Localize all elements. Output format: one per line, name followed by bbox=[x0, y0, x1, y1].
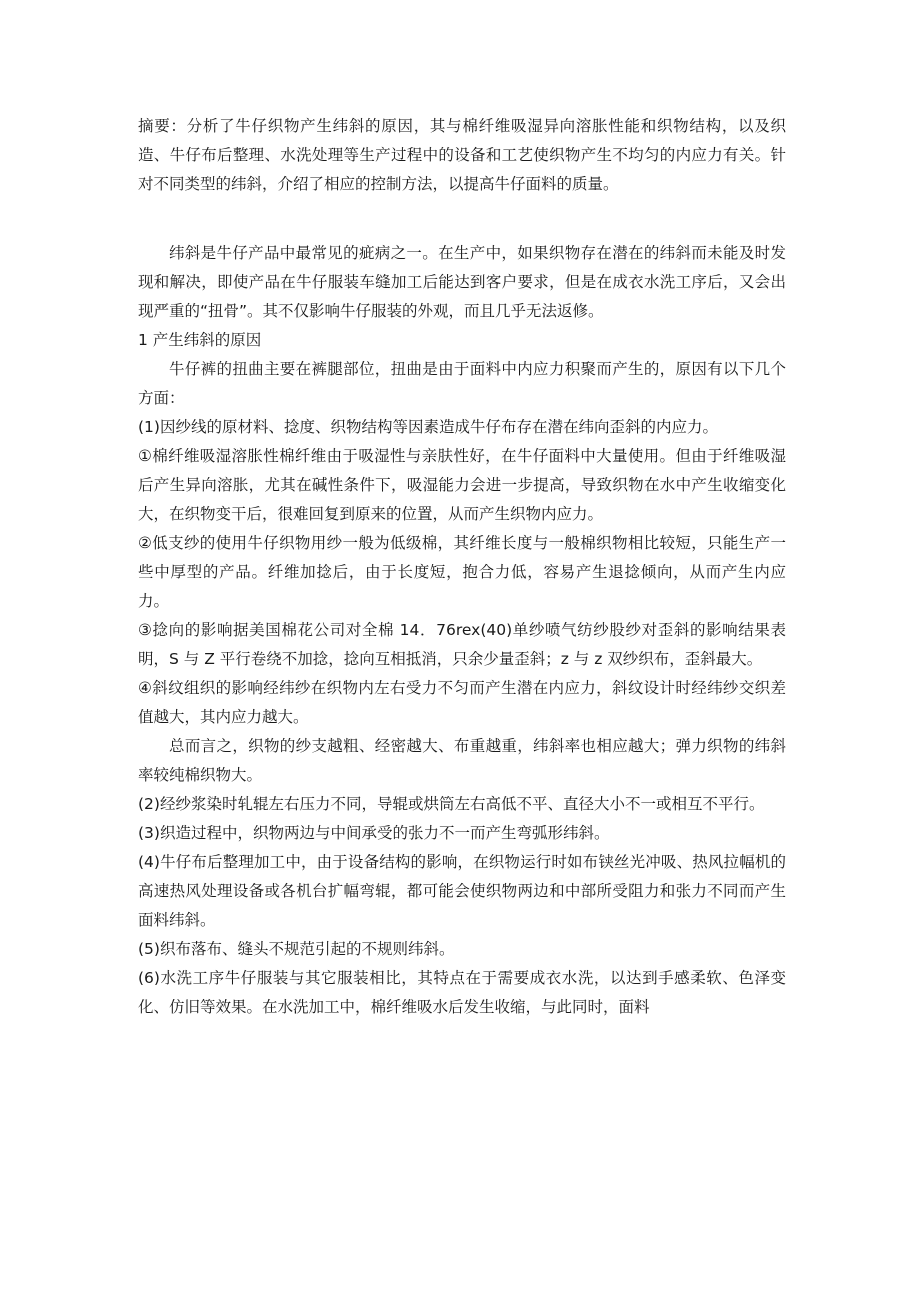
list-item-1: (1)因纱线的原材料、捻度、织物结构等因素造成牛仔布存在潜在纬向歪斜的内应力。 bbox=[138, 418, 718, 436]
intro-paragraph: 纬斜是牛仔产品中最常见的疵病之一。在生产中，如果织物存在潜在的纬斜而未能及时发现和解决，即使产品在牛仔服装车缝加工后能达到客户要求，但是在成衣水洗工序后，又会出现严重的“扭骨”。其不仅影响牛仔服装的外观，而且几乎无法返修。 bbox=[138, 244, 786, 320]
spacer bbox=[138, 199, 786, 239]
sub-item-3: ③捻向的影响据美国棉花公司对全棉 14．76rex(40)单纱喷气纺纱股纱对歪斜的影响结果表明，S 与 Z 平行卷绕不加捻，捻向互相抵消，只余少量歪斜；z 与 z 双纱织布，歪斜最大。 bbox=[138, 621, 786, 668]
section-heading: 1 产生纬斜的原因 bbox=[138, 331, 262, 349]
document-page bbox=[138, 112, 786, 1022]
list-item-3: (3)织造过程中，织物两边与中间承受的张力不一而产生弯弧形纬斜。 bbox=[138, 824, 610, 842]
list-item-6: (6)水洗工序牛仔服装与其它服装相比，其特点在于需要成衣水洗，以达到手感柔软、色泽变化、仿旧等效果。在水洗加工中，棉纤维吸水后发生收缩，与此同时，面料 bbox=[138, 969, 786, 1016]
list-item-2: (2)经纱浆染时轧辊左右压力不同，导辊或烘筒左右高低不平、直径大小不一或相互不平行。 bbox=[138, 795, 765, 813]
summary-paragraph: 总而言之，织物的纱支越粗、经密越大、布重越重，纬斜率也相应越大；弹力织物的纬斜率较纯棉织物大。 bbox=[138, 737, 786, 784]
abstract-paragraph: 摘要：分析了牛仔织物产生纬斜的原因，其与棉纤维吸湿异向溶胀性能和织物结构，以及织造、牛仔布后整理、水洗处理等生产过程中的设备和工艺使织物产生不均匀的内应力有关。针对不同类型的纬斜，介绍了相应的控制方法，以提高牛仔面料的质量。 bbox=[138, 117, 786, 193]
sub-item-2: ②低支纱的使用牛仔织物用纱一般为低级棉，其纤维长度与一般棉织物相比较短，只能生产一些中厚型的产品。纤维加捻后，由于长度短，抱合力低，容易产生退捻倾向，从而产生内应力。 bbox=[138, 534, 786, 610]
sub-item-4: ④斜纹组织的影响经纬纱在织物内左右受力不匀而产生潜在内应力，斜纹设计时经纬纱交织差值越大，其内应力越大。 bbox=[138, 679, 786, 726]
section-intro-paragraph: 牛仔裤的扭曲主要在裤腿部位，扭曲是由于面料中内应力积聚而产生的，原因有以下几个方面： bbox=[138, 360, 786, 407]
list-item-4: (4)牛仔布后整理加工中，由于设备结构的影响，在织物运行时如布铗丝光冲吸、热风拉幅机的高速热风处理设备或各机台扩幅弯辊，都可能会使织物两边和中部所受阻力和张力不同而产生面料纬斜。 bbox=[138, 853, 786, 929]
sub-item-1: ①棉纤维吸湿溶胀性棉纤维由于吸湿性与亲肤性好，在牛仔面料中大量使用。但由于纤维吸湿后产生异向溶胀，尤其在碱性条件下，吸湿能力会进一步提高，导致织物在水中产生收缩变化大，在织物变干后，很难回复到原来的位置，从而产生织物内应力。 bbox=[138, 447, 786, 523]
list-item-5: (5)织布落布、缝头不规范引起的不规则纬斜。 bbox=[138, 940, 455, 958]
